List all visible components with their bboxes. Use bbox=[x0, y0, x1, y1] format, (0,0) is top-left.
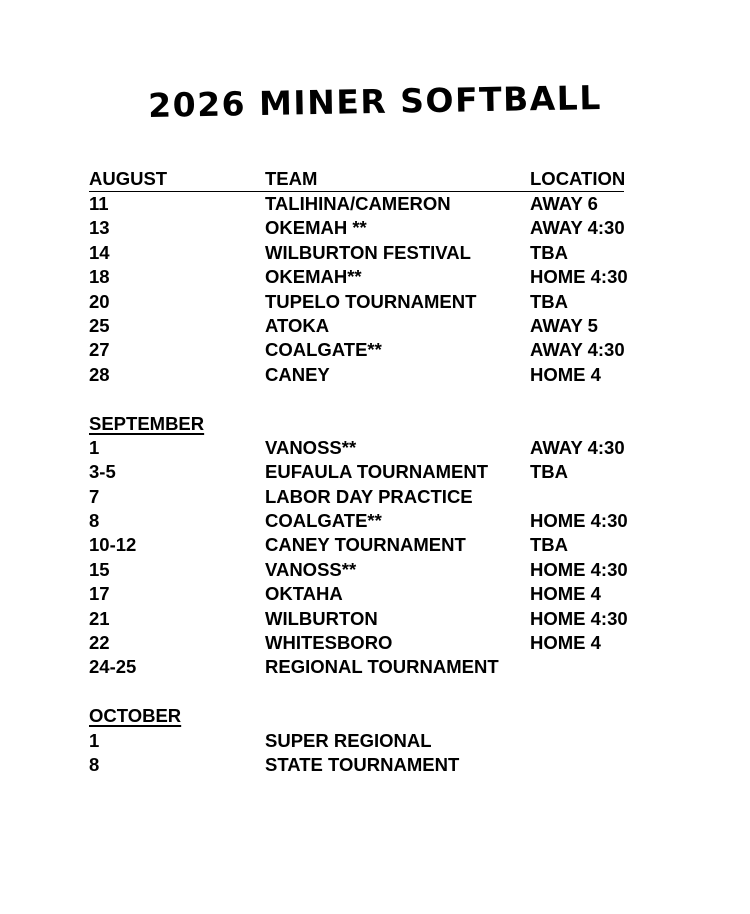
schedule-row bbox=[89, 338, 649, 362]
october-heading-row bbox=[89, 704, 649, 728]
row-team: TALIHINA/CAMERON bbox=[265, 193, 451, 214]
section-spacer bbox=[89, 387, 649, 411]
row-team: OKEMAH ** bbox=[265, 217, 367, 239]
row-date: 22 bbox=[89, 632, 110, 654]
row-team: WILBURTON bbox=[265, 607, 378, 629]
schedule-row bbox=[89, 753, 649, 777]
schedule-row bbox=[89, 363, 649, 387]
row-team: CANEY bbox=[265, 363, 330, 385]
row-team: COALGATE** bbox=[265, 510, 382, 532]
row-team: COALGATE** bbox=[265, 339, 382, 361]
schedule-row bbox=[89, 558, 649, 582]
schedule-row bbox=[89, 607, 649, 631]
row-date: 13 bbox=[89, 217, 110, 239]
header-team: TEAM bbox=[265, 168, 318, 189]
page-title: 2026 MINER SOFTBALL bbox=[147, 78, 603, 125]
row-date: 8 bbox=[89, 753, 100, 775]
row-location: AWAY 6 bbox=[530, 193, 598, 214]
row-team: REGIONAL TOURNAMENT bbox=[265, 656, 499, 678]
month-heading-october: OCTOBER bbox=[89, 705, 182, 727]
row-location: AWAY 4:30 bbox=[530, 339, 625, 361]
row-location: HOME 4:30 bbox=[530, 558, 628, 580]
row-team: VANOSS** bbox=[265, 558, 357, 580]
row-location: HOME 4 bbox=[530, 583, 601, 605]
row-team: OKEMAH** bbox=[265, 266, 362, 288]
month-heading-september: SEPTEMBER bbox=[89, 412, 205, 434]
september-heading-row bbox=[89, 412, 649, 436]
row-date: 7 bbox=[89, 485, 100, 507]
row-team: TUPELO TOURNAMENT bbox=[265, 290, 477, 312]
row-team: WHITESBORO bbox=[265, 632, 393, 654]
schedule-table bbox=[89, 167, 649, 777]
schedule-row bbox=[89, 265, 649, 289]
row-location: TBA bbox=[530, 290, 569, 312]
schedule-row bbox=[89, 582, 649, 606]
row-date: 10-12 bbox=[89, 534, 137, 556]
row-team: EUFAULA TOURNAMENT bbox=[265, 461, 489, 483]
row-date: 11 bbox=[89, 193, 109, 214]
header-row bbox=[89, 167, 624, 192]
row-location: HOME 4:30 bbox=[530, 607, 628, 629]
schedule-row bbox=[89, 314, 649, 338]
schedule-row bbox=[89, 290, 649, 314]
row-date: 3-5 bbox=[89, 461, 116, 483]
row-date: 21 bbox=[89, 607, 110, 629]
row-date: 15 bbox=[89, 558, 110, 580]
schedule-row bbox=[89, 216, 649, 240]
row-date: 25 bbox=[89, 314, 110, 336]
schedule-row bbox=[89, 192, 649, 216]
schedule-row bbox=[89, 533, 649, 557]
row-date: 1 bbox=[89, 729, 100, 751]
schedule-row bbox=[89, 436, 649, 460]
row-team: WILBURTON FESTIVAL bbox=[265, 241, 471, 263]
row-location: TBA bbox=[530, 461, 569, 483]
september-section bbox=[89, 436, 649, 680]
row-location: HOME 4 bbox=[530, 363, 601, 385]
row-date: 28 bbox=[89, 363, 110, 385]
schedule-row bbox=[89, 241, 649, 265]
schedule-row bbox=[89, 485, 649, 509]
row-date: 27 bbox=[89, 339, 110, 361]
row-team: LABOR DAY PRACTICE bbox=[265, 485, 473, 507]
schedule-row bbox=[89, 509, 649, 533]
row-location: AWAY 4:30 bbox=[530, 436, 625, 458]
row-date: 20 bbox=[89, 290, 110, 312]
row-location: TBA bbox=[530, 241, 569, 263]
row-location: HOME 4:30 bbox=[530, 510, 628, 532]
row-team: ATOKA bbox=[265, 314, 330, 336]
section-spacer bbox=[89, 680, 649, 704]
row-team: CANEY TOURNAMENT bbox=[265, 534, 466, 556]
schedule-row bbox=[89, 460, 649, 484]
row-team: OKTAHA bbox=[265, 583, 343, 605]
row-date: 17 bbox=[89, 583, 110, 605]
august-section bbox=[89, 192, 649, 387]
row-date: 18 bbox=[89, 266, 110, 288]
header-location: LOCATION bbox=[530, 168, 626, 189]
row-location: AWAY 4:30 bbox=[530, 217, 625, 239]
row-location: HOME 4:30 bbox=[530, 266, 628, 288]
schedule-row bbox=[89, 729, 649, 753]
row-team: SUPER REGIONAL bbox=[265, 729, 432, 751]
october-section bbox=[89, 729, 649, 778]
row-team: VANOSS** bbox=[265, 436, 357, 458]
row-date: 8 bbox=[89, 510, 100, 532]
row-location: HOME 4 bbox=[530, 632, 601, 654]
row-date: 1 bbox=[89, 436, 100, 458]
row-date: 14 bbox=[89, 241, 110, 263]
schedule-row bbox=[89, 655, 649, 679]
row-date: 24-25 bbox=[89, 656, 137, 678]
row-team: STATE TOURNAMENT bbox=[265, 753, 460, 775]
row-location: AWAY 5 bbox=[530, 314, 598, 336]
row-location: TBA bbox=[530, 534, 569, 556]
header-month: AUGUST bbox=[89, 168, 168, 189]
schedule-row bbox=[89, 631, 649, 655]
